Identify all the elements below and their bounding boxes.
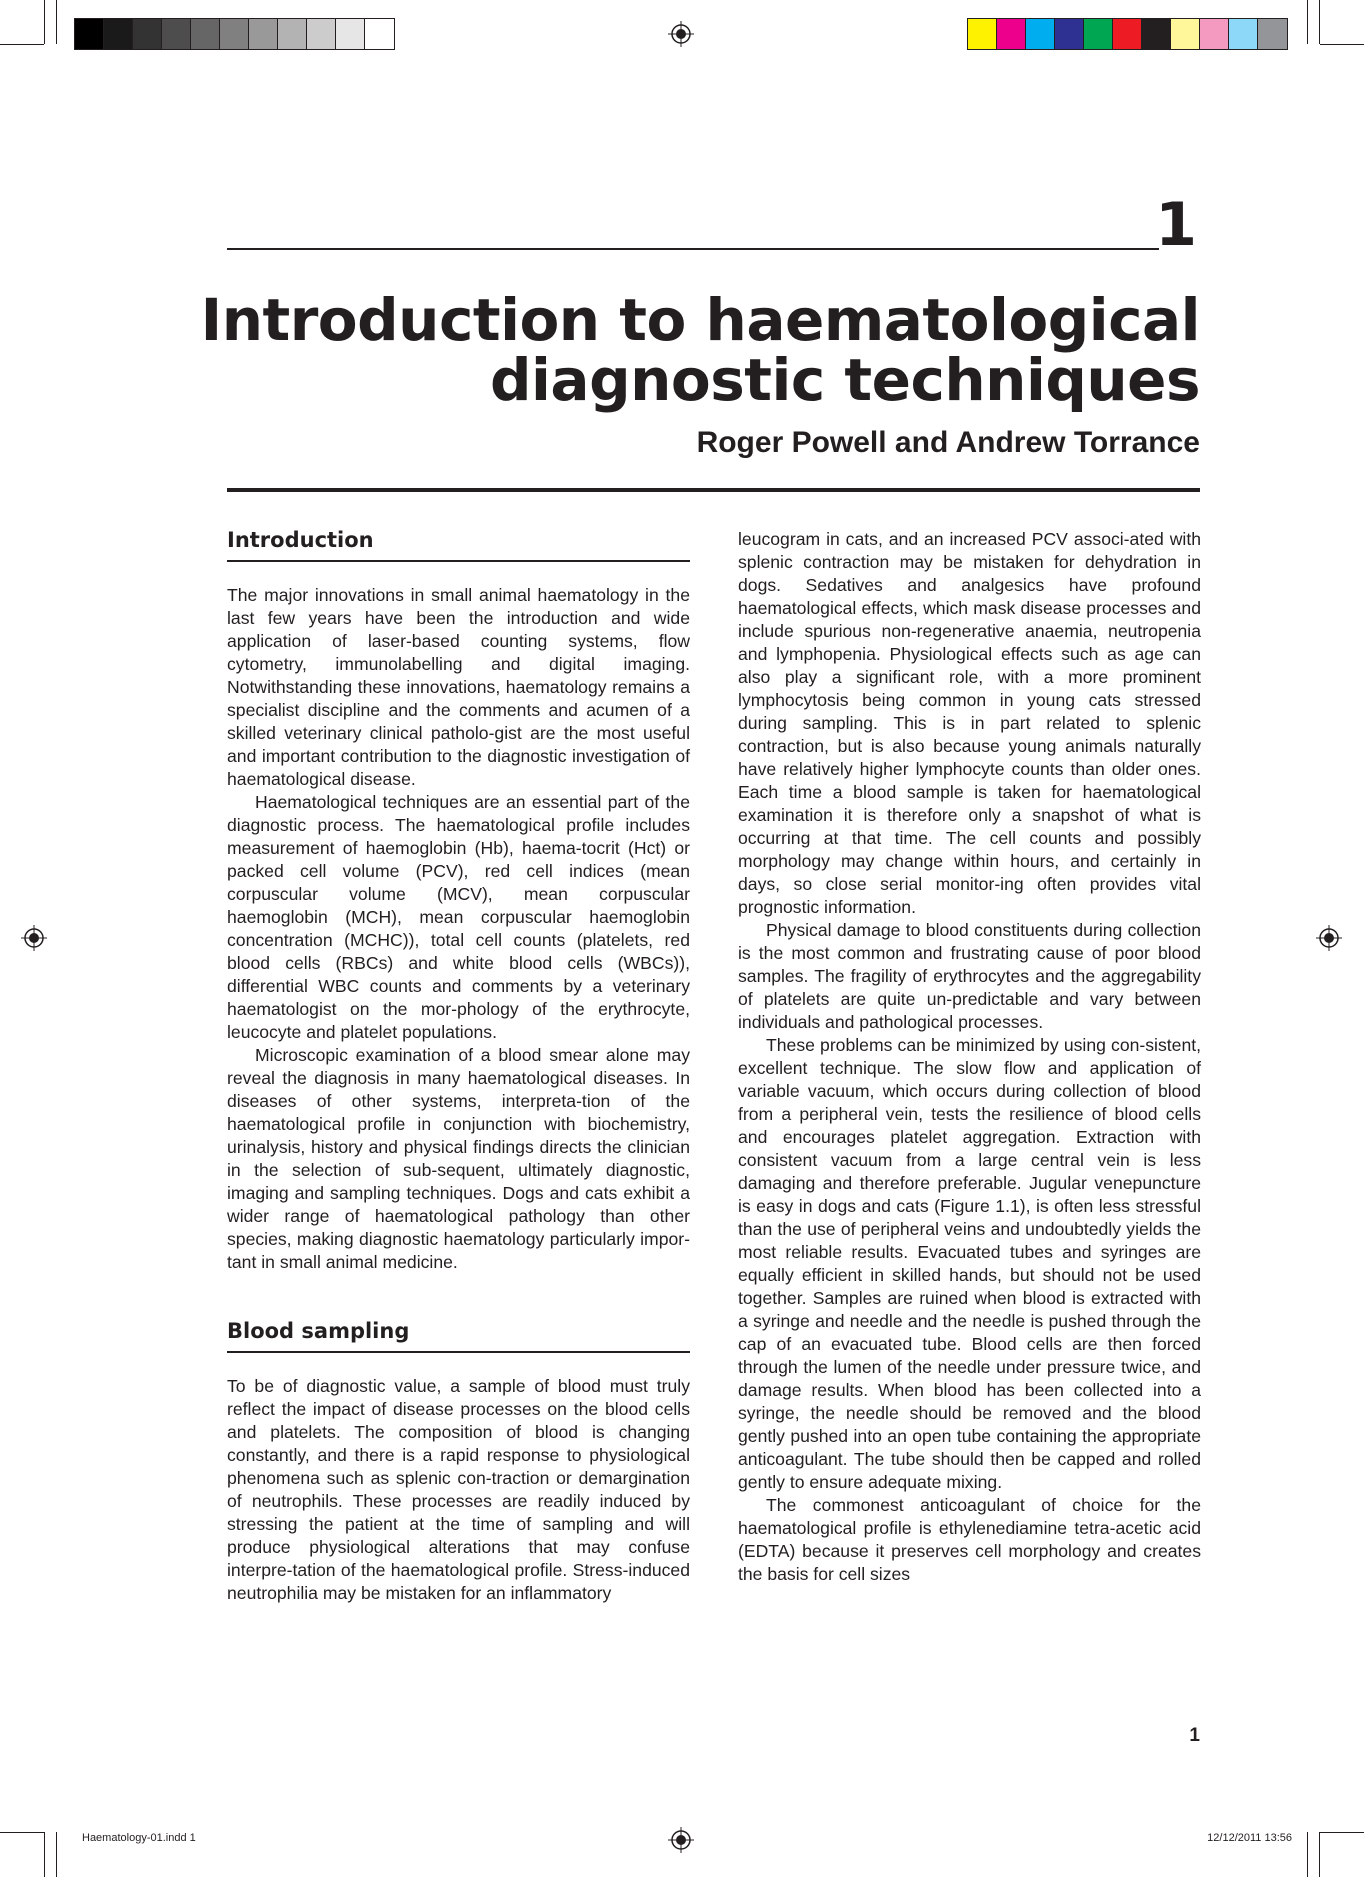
slug-date: 12/12/2011 13:56 xyxy=(1207,1832,1292,1844)
color-swatch xyxy=(997,19,1026,49)
color-swatch xyxy=(1171,19,1200,49)
color-swatch xyxy=(1055,19,1084,49)
chapter-authors: Roger Powell and Andrew Torrance xyxy=(696,426,1200,459)
paragraph: The major innovations in small animal haematology in the last few years have been the introduction and wide application of laser-based counting systems, flow cytometry, immunolabelling and digital imaging. Notwithstanding these innovations, haematology remains a specialist discipline and the comments and acumen of a skilled veterinary clinical patholo-gist are the most useful and important contribution to the diagnostic investigation of haematological disease. xyxy=(227,585,690,789)
header-rule xyxy=(227,488,1200,492)
section-heading-blood-sampling: Blood sampling xyxy=(227,1316,690,1353)
gray-swatch xyxy=(162,19,191,49)
gray-swatch xyxy=(220,19,249,49)
color-swatch xyxy=(1258,19,1287,49)
grayscale-calibration-bar xyxy=(74,18,395,50)
section-heading-introduction: Introduction xyxy=(227,525,690,562)
chapter-title-line: diagnostic techniques xyxy=(490,346,1200,414)
registration-mark-icon xyxy=(21,925,47,951)
gray-swatch xyxy=(191,19,220,49)
paragraph: These problems can be minimized by using con-sistent, excellent technique. The slow flow and application of variable vacuum, which occurs during collection of blood from a peripheral vein, tests the resilience of blood cells and encourages platelet aggregation. Extraction with consistent vacuum from a large central vein is less damaging and therefore preferable. Jugular venepuncture is easy in dogs and cats (Figure 1.1), is often less stressful than the use of peripheral veins and undoubtedly yields the most reliable results. Evacuated tubes and syringes are equally efficient in skilled hands, but should not be used together. Samples are ruined when blood is extracted with a syringe and needle and the needle is pushed through the cap of an evacuated tube. Blood cells are then forced through the lumen of the needle under pressure twice, and damage results. When blood has been collected into a syringe, the needle should be removed and the blood gently pushed into an open tube containing the appropriate anticoagulant. The tube should then be capped and rolled gently to ensure adequate mixing. xyxy=(738,1035,1201,1492)
paragraph: leucogram in cats, and an increased PCV associ-ated with splenic contraction may be mistaken for dehydration in dogs. Sedatives and analgesics have profound haematological effects, which mask disease processes and include spurious non-regenerative anaemia, neutropenia and lymphopenia. Physiological effects such as age can also play a significant role, with a more prominent lymphocytosis being common in young cats stressed during sampling. This is in part related to splenic contraction, but is also because young animals naturally have relatively higher lymphocyte counts than older ones. Each time a blood sample is taken for haematological examination it is therefore only a snapshot of what is occurring at that time. The cell counts and possibly morphology may change within hours, and certainly in days, so close serial monitor-ing often provides vital prognostic information. xyxy=(738,529,1201,917)
paragraph: To be of diagnostic value, a sample of blood must truly reflect the impact of disease processes on the blood cells and platelets. The composition of blood is changing constantly, and there is a rapid response to physiological phenomena such as splenic con-traction or demargination of neutrophils. These processes are readily induced by stressing the patient at the time of sampling and will produce physiological alterations that may confuse interpre-tation of the haematological profile. Stress-induced neutrophilia may be mistaken for an inflammatory xyxy=(227,1376,690,1603)
left-column xyxy=(227,525,690,1605)
paragraph: The commonest anticoagulant of choice for the haematological profile is ethylenediamine tetra-acetic acid (EDTA) because it preserves cell morphology and creates the basis for cell sizes xyxy=(738,1495,1201,1584)
color-swatch xyxy=(1200,19,1229,49)
gray-swatch xyxy=(336,19,365,49)
paragraph: Haematological techniques are an essential part of the diagnostic process. The haematological profile includes measurement of haemoglobin (Hb), haema-tocrit (Hct) or packed cell volume (PCV), red cell indices (mean corpuscular volume (MCV), mean corpuscular haemoglobin (MCH), mean corpuscular haemoglobin concentration (MCHC)), total cell counts (platelets, red blood cells (RBCs) and white blood cells (WBCs)), differential WBC counts and comments by a veterinary haematologist on the mor-phology of the erythrocyte, leucocyte and platelet populations. xyxy=(227,792,690,1042)
gray-swatch xyxy=(365,19,394,49)
paragraph: Physical damage to blood constituents during collection is the most common and frustrating cause of poor blood samples. The fragility of erythrocytes and the aggregability of platelets are quite un-predictable and vary between individuals and pathological processes. xyxy=(738,920,1201,1032)
paragraph: Microscopic examination of a blood smear alone may reveal the diagnosis in many haematological diseases. In diseases of other systems, interpreta-tion of the haematological profile in conjunction with biochemistry, urinalysis, history and physical findings directs the clinician in the selection of sub-sequent, ultimately diagnostic, imaging and sampling techniques. Dogs and cats exhibit a wider range of haematological pathology than other species, making diagnostic haematology particularly impor-tant in small animal medicine. xyxy=(227,1045,690,1272)
gray-swatch xyxy=(104,19,133,49)
color-swatch xyxy=(1026,19,1055,49)
registration-mark-icon xyxy=(668,1827,694,1853)
chapter-rule xyxy=(227,248,1159,250)
gray-swatch xyxy=(307,19,336,49)
chapter-title xyxy=(200,286,1200,414)
gray-swatch xyxy=(75,19,104,49)
chapter-number: 1 xyxy=(1155,190,1196,260)
gray-swatch xyxy=(133,19,162,49)
gray-swatch xyxy=(249,19,278,49)
registration-mark-icon xyxy=(1316,925,1342,951)
page-number: 1 xyxy=(1189,1725,1200,1746)
color-swatch xyxy=(1229,19,1258,49)
color-swatch xyxy=(968,19,997,49)
color-swatch xyxy=(1084,19,1113,49)
chapter-title-line: Introduction to haematological xyxy=(200,286,1200,354)
right-column xyxy=(738,525,1201,1586)
gray-swatch xyxy=(278,19,307,49)
registration-mark-icon xyxy=(668,21,694,47)
color-swatch xyxy=(1142,19,1171,49)
color-calibration-bar xyxy=(967,18,1288,50)
slug-file-name: Haematology-01.indd 1 xyxy=(82,1832,196,1844)
color-swatch xyxy=(1113,19,1142,49)
